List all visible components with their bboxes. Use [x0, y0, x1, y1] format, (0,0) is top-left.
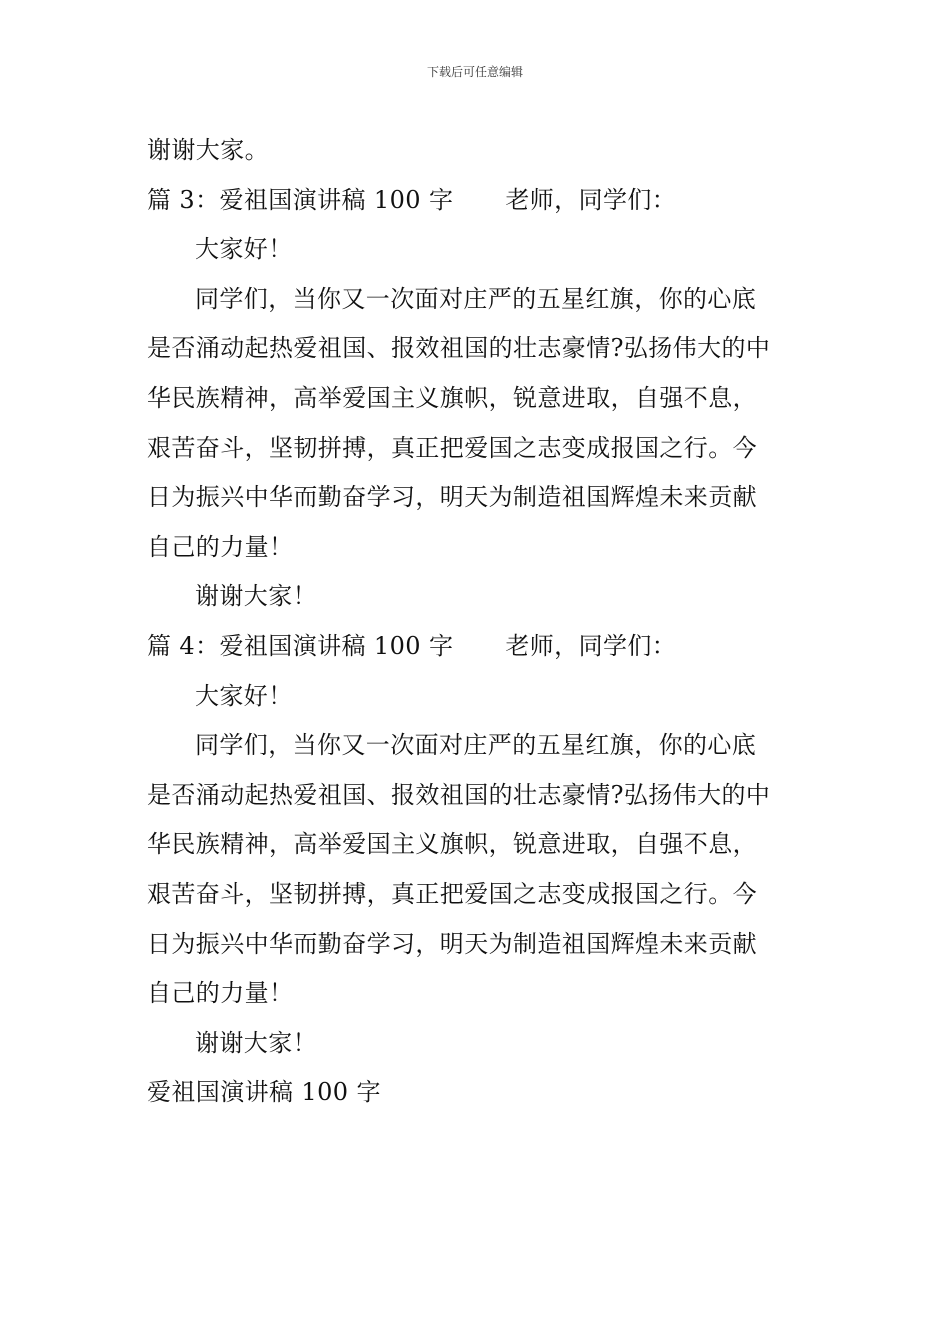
paragraph-line	[147, 424, 812, 474]
heading-text: 篇 4：爱祖国演讲稿 100 字	[147, 631, 454, 660]
paragraph-line	[147, 572, 812, 622]
line-text: 谢谢大家！	[195, 1028, 317, 1057]
paragraph-line	[147, 771, 812, 821]
line-text: 日为振兴中华而勤奋学习，明天为制造祖国辉煌未来贡献	[147, 483, 757, 512]
paragraph-line	[147, 225, 812, 275]
line-text: 是否涌动起热爱祖国、报效祖国的壮志豪情?弘扬伟大的中	[147, 334, 771, 363]
document-footer-title	[147, 1068, 812, 1118]
line-text: 大家好！	[195, 681, 293, 710]
paragraph-line	[147, 523, 812, 573]
paragraph-line	[147, 473, 812, 523]
line-text: 同学们，当你又一次面对庄严的五星红旗，你的心底	[195, 284, 757, 313]
line-text: 大家好！	[195, 235, 293, 264]
line-text: 同学们，当你又一次面对庄严的五星红旗，你的心底	[195, 731, 757, 760]
salutation-text: 老师，同学们：	[505, 631, 677, 660]
document-body	[147, 126, 812, 1118]
paragraph-line	[147, 820, 812, 870]
section-heading-4	[147, 622, 812, 672]
paragraph-line	[147, 920, 812, 970]
paragraph-line	[147, 275, 812, 325]
paragraph-line	[147, 126, 812, 176]
line-text: 爱祖国演讲稿 100 字	[147, 1078, 381, 1107]
paragraph-line	[147, 324, 812, 374]
line-text: 艰苦奋斗，坚韧拼搏，真正把爱国之志变成报国之行。今	[147, 879, 757, 908]
salutation-text: 老师，同学们：	[505, 185, 677, 214]
paragraph-line	[147, 969, 812, 1019]
paragraph-line	[147, 870, 812, 920]
paragraph-line	[147, 374, 812, 424]
heading-text: 篇 3：爱祖国演讲稿 100 字	[147, 185, 454, 214]
page-header: 下载后可任意编辑	[426, 65, 523, 79]
line-text: 自己的力量！	[147, 979, 294, 1008]
line-text: 谢谢大家。	[147, 136, 269, 164]
paragraph-line	[147, 1019, 812, 1069]
paragraph-line	[147, 721, 812, 771]
line-text: 艰苦奋斗，坚韧拼搏，真正把爱国之志变成报国之行。今	[147, 433, 757, 462]
line-text: 是否涌动起热爱祖国、报效祖国的壮志豪情?弘扬伟大的中	[147, 780, 771, 809]
line-text: 华民族精神，高举爱国主义旗帜，锐意进取，自强不息，	[147, 830, 757, 859]
line-text: 日为振兴中华而勤奋学习，明天为制造祖国辉煌未来贡献	[147, 929, 757, 958]
line-text: 自己的力量！	[147, 532, 294, 561]
paragraph-line	[147, 672, 812, 722]
section-heading-3	[147, 176, 812, 226]
line-text: 谢谢大家！	[195, 582, 317, 611]
line-text: 华民族精神，高举爱国主义旗帜，锐意进取，自强不息，	[147, 383, 757, 412]
